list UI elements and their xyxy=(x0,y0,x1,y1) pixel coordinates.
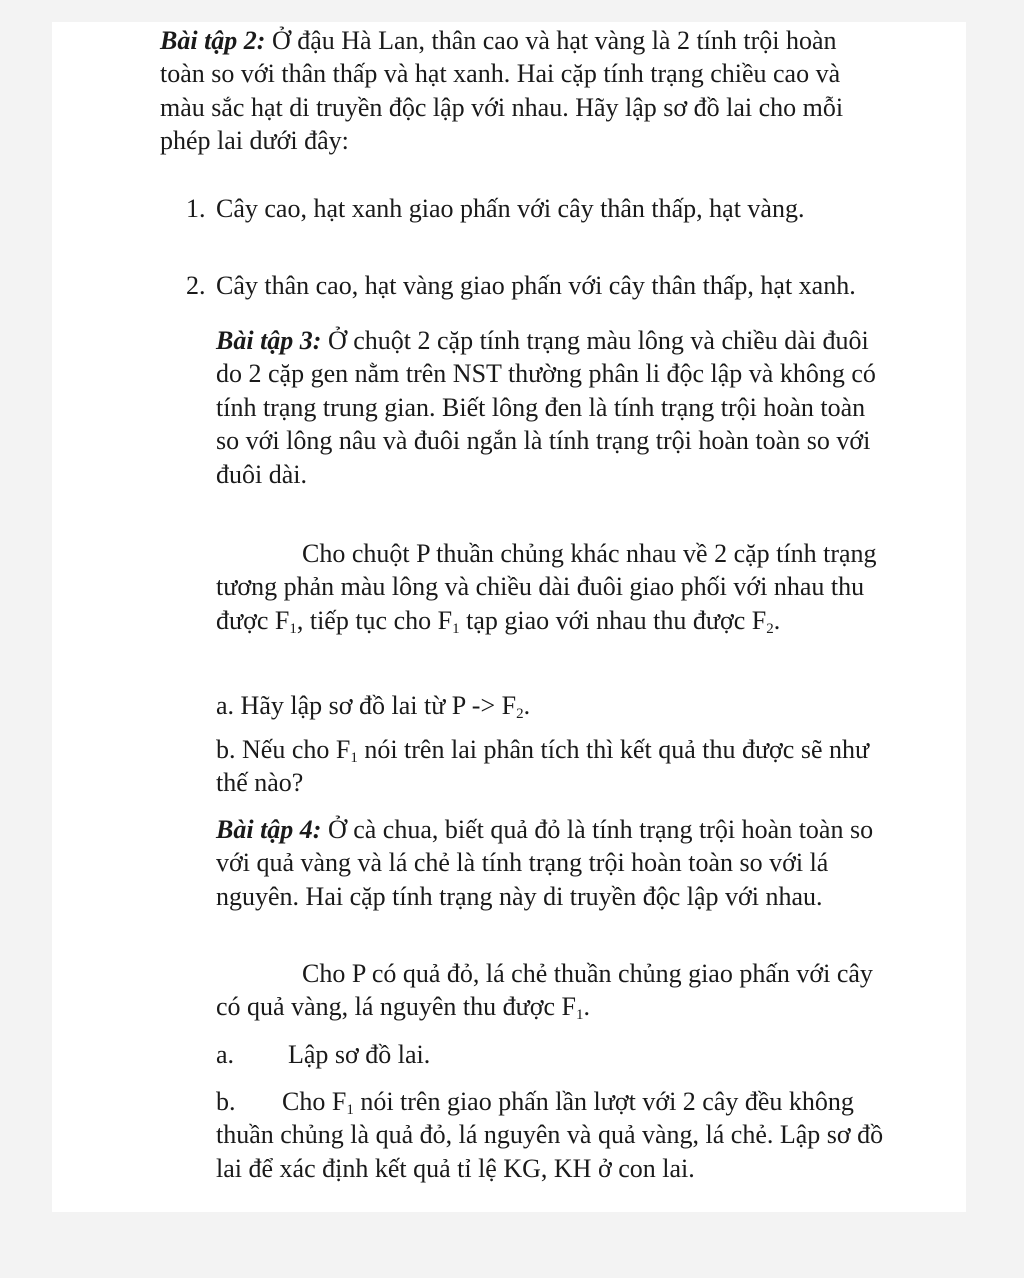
text-run: . xyxy=(583,992,590,1022)
subscript: 2 xyxy=(766,620,774,637)
text-run: Cho F xyxy=(282,1087,347,1116)
exercise-4-intro xyxy=(216,813,886,913)
subscript: 1 xyxy=(346,1102,354,1118)
exercise-4-title: Bài tập 4: xyxy=(216,815,322,844)
text-run: Cho chuột P thuần chủng khác nhau về 2 cặp tính trạng tương phản màu lông và chiều dài đuôi giao phối với nhau thu được F xyxy=(216,539,877,635)
exercise-2-item-2 xyxy=(160,269,880,302)
subscript: 1 xyxy=(576,1007,584,1024)
exercise-4-text: Ở cà chua, biết quả đỏ là tính trạng trội hoàn toàn so với quả vàng và lá chẻ là tính trạng trội hoàn toàn so với lá nguyên. Hai cặp tính trạng này di truyền độc lập với nhau. xyxy=(216,815,874,911)
question-label: a. xyxy=(216,1040,235,1069)
exercise-4-question-a xyxy=(216,1038,886,1071)
list-number: 2. xyxy=(186,271,206,300)
text-run: . xyxy=(773,605,781,635)
subscript: 1 xyxy=(452,620,460,637)
subscript: 1 xyxy=(350,750,358,766)
text-run: a. Hãy lập sơ đồ lai từ P -> F xyxy=(216,691,517,720)
text-run: Cho P có quả đỏ, lá chẻ thuần chủng giao phấn với cây có quả vàng, lá nguyên thu được F xyxy=(216,959,873,1022)
exercise-3-title: Bài tập 3: xyxy=(216,326,322,355)
exercise-3-question-b xyxy=(216,733,886,800)
exercise-2-item-1 xyxy=(160,192,880,225)
exercise-3-question-a xyxy=(216,689,886,722)
text-run: b. Nếu cho F xyxy=(216,735,351,764)
list-item-text: Cây thân cao, hạt vàng giao phấn với cây thân thấp, hạt xanh. xyxy=(216,271,856,300)
subscript: 1 xyxy=(289,620,297,637)
text-run: , tiếp tục cho F xyxy=(296,605,453,635)
exercise-4-setup xyxy=(216,957,886,1024)
text-run: . xyxy=(523,691,531,720)
text-run: tạp giao với nhau thu được F xyxy=(459,605,767,635)
exercise-2-title: Bài tập 2: xyxy=(160,26,266,55)
text-run: nói trên lai phân tích thì kết quả thu được sẽ như thế nào? xyxy=(216,735,870,798)
exercise-2-text: Ở đậu Hà Lan, thân cao và hạt vàng là 2 tính trội hoàn toàn so với thân thấp và hạt xanh. Hai cặp tính trạng chiều cao và màu sắc hạt di truyền độc lập với nhau. Hãy lập sơ đồ lai cho mỗi phép lai dưới đây: xyxy=(160,26,844,156)
subscript: 2 xyxy=(516,706,524,722)
exercise-4-question-b xyxy=(216,1085,886,1185)
exercise-2-intro xyxy=(160,24,880,158)
question-text: Lập sơ đồ lai. xyxy=(288,1040,431,1069)
exercise-3-text: Ở chuột 2 cặp tính trạng màu lông và chiều dài đuôi do 2 cặp gen nằm trên NST thường phân li độc lập và không có tính trạng trung gian. Biết lông đen là tính trạng trội hoàn toàn so với lông nâu và đuôi ngắn là tính trạng trội hoàn toàn so với đuôi dài. xyxy=(216,326,876,489)
list-item-text: Cây cao, hạt xanh giao phấn với cây thân thấp, hạt vàng. xyxy=(216,194,805,223)
exercise-3-intro xyxy=(216,324,886,491)
question-label: b. xyxy=(216,1087,236,1116)
text-run: nói trên giao phấn lần lượt với 2 cây đều không thuần chủng là quả đỏ, lá nguyên và quả vàng, lá chẻ. Lập sơ đồ lai để xác định kết quả tỉ lệ KG, KH ở con lai. xyxy=(216,1087,884,1183)
document-page xyxy=(52,22,966,1212)
list-number: 1. xyxy=(186,194,206,223)
exercise-3-setup xyxy=(216,537,886,637)
